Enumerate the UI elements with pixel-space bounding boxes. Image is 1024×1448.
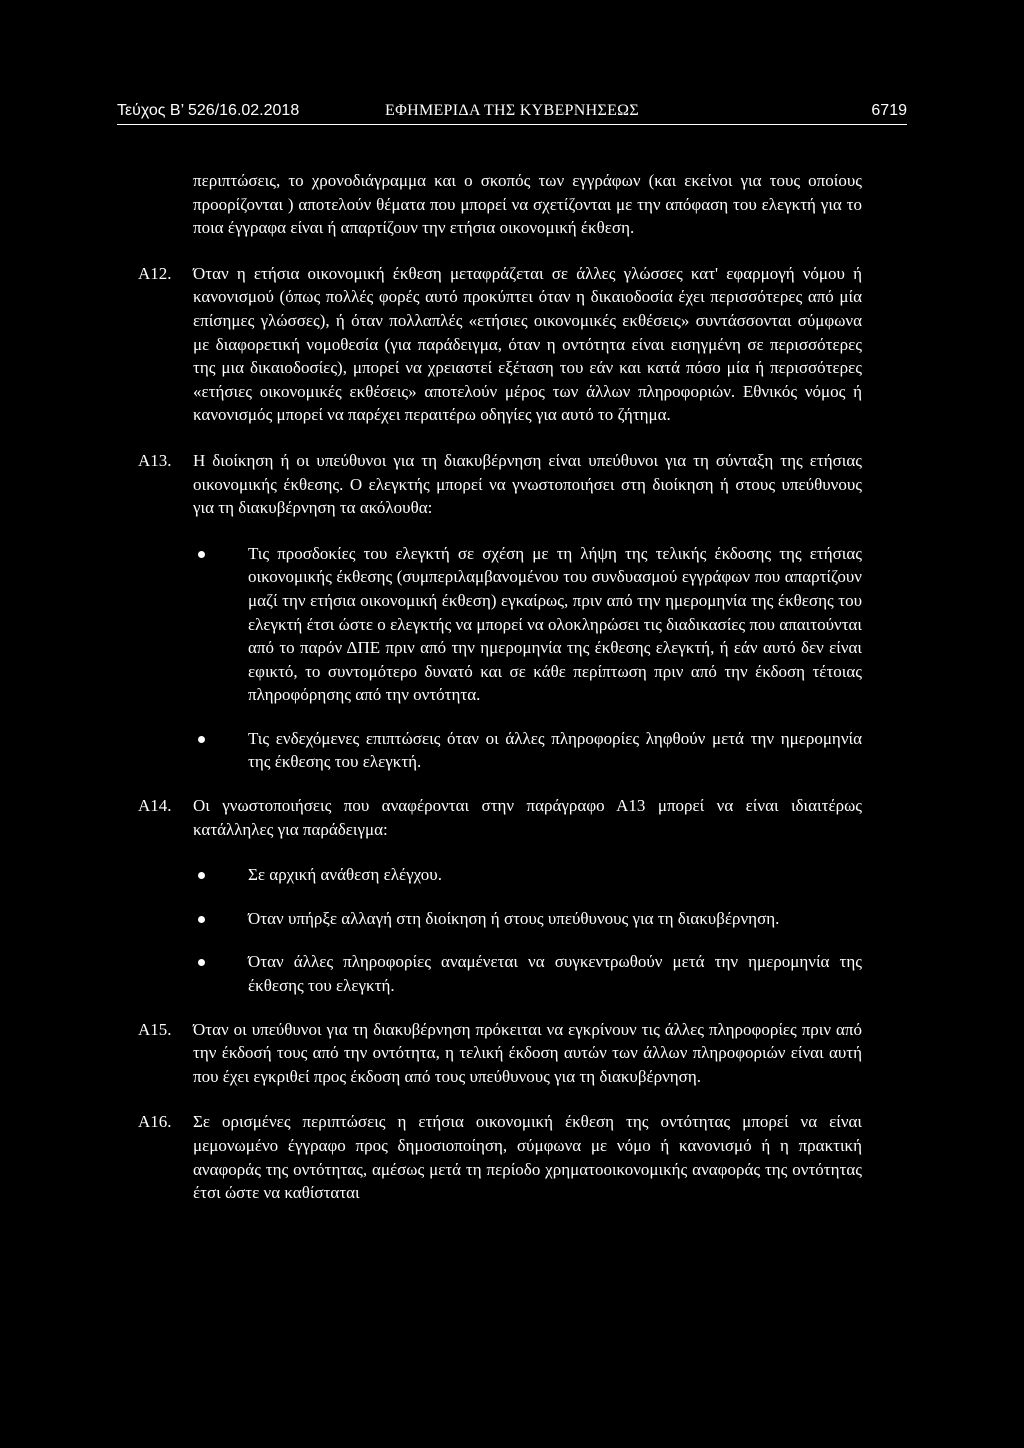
paragraph-a15 (138, 1018, 862, 1089)
paragraph-text: Οι γνωστοποιήσεις που αναφέρονται στην παράγραφο Α13 μπορεί να είναι ιδιαιτέρως κατάλληλες για παράδειγμα: (193, 796, 862, 839)
bullet-icon (198, 916, 205, 923)
list-item-text: Σε αρχική ανάθεση ελέγχου. (248, 865, 442, 885)
list-item-text: Τις προσδοκίες του ελεγκτή σε σχέση με τη λήψη της τελικής έκδοσης της ετήσιας οικονομικής έκθεσης (συμπεριλαμβανομένου του συνδυασμού εγγράφων που απαρτίζουν μαζί την ετήσια οικονομική έκθεση) εγκαίρως, πριν από την ημερομηνία της έκθεσης του ελεγκτή έτσι ώστε ο ελεγκτής να μπορεί να ολοκληρώσει τις διαδικασίες που απαιτούνται από το παρόν ΔΠΕ πριν από την ημερομηνία της έκθεσης ελεγκτή, ή εάν αυτό δεν είναι εφικτό, το συντομότερο δυνατό και σε κάθε περίπτωση πριν από την έκδοση τέτοιας πληροφόρησης από την οντότητα. (248, 543, 862, 705)
bullet-icon (198, 872, 205, 879)
paragraph-a14 (138, 794, 862, 841)
paragraph-text: Όταν οι υπεύθυνοι για τη διακυβέρνηση πρόκειται να εγκρίνουν τις άλλες πληροφορίες πριν από την έκδοσή τους από την οντότητα, η τελική έκδοση αυτών των άλλων πληροφοριών είναι αυτή που έχει εγκριθεί προς έκδοση από τους υπεύθυνους για τη διακυβέρνηση. (193, 1019, 862, 1086)
bullet-icon (198, 959, 205, 966)
paragraph-number: Α12. (138, 263, 172, 283)
bullet-list-a14 (138, 863, 862, 997)
list-item (138, 863, 862, 887)
issue-label: Τεύχος Β’ 526/16.02.2018 (117, 102, 300, 119)
gazette-title: ΕΦΗΜΕΡΙΔΑ ΤΗΣ ΚΥΒΕΡΝΗΣΕΩΣ (385, 102, 639, 119)
paragraph-number: Α14. (138, 796, 172, 816)
list-item (138, 950, 862, 997)
intro-paragraph: περιπτώσεις, το χρονοδιάγραμμα και ο σκοπός των εγγράφων (και εκείνοι για τους οποίους προορίζονται ) αποτελούν θέματα που μπορεί να σχετίζονται με την απόφαση του ελεγκτή για το ποια έγγραφα είναι ή απαρτίζουν την ετήσια οικονομική έκθεση. (193, 171, 862, 238)
paragraph-text: Σε ορισμένες περιπτώσεις η ετήσια οικονομική έκθεση της οντότητας μπορεί να είναι μεμονωμένο έγγραφο προς δημοσιοποίηση, σύμφωνα με νόμο ή κανονισμό ή η πρακτική αναφοράς της οντότητας, αμέσως μετά τη περίοδο χρηματοοικονομικής αναφοράς της οντότητας έτσι ώστε να καθίσταται (193, 1112, 862, 1203)
page-header (117, 98, 907, 125)
bullet-icon (198, 551, 205, 558)
bullet-icon (198, 736, 205, 743)
document-body (138, 169, 862, 1227)
list-item-text: Όταν υπήρξε αλλαγή στη διοίκηση ή στους υπεύθυνους για τη διακυβέρνηση. (248, 908, 780, 928)
list-item-text: Όταν άλλες πληροφορίες αναμένεται να συγκεντρωθούν μετά την ημερομηνία της έκθεσης του ελεγκτή. (248, 952, 862, 996)
paragraph-number: Α15. (138, 1019, 172, 1039)
paragraph-a16 (138, 1110, 862, 1204)
list-item (138, 542, 862, 707)
paragraph-text: Η διοίκηση ή οι υπεύθυνοι για τη διακυβέρνηση είναι υπεύθυνοι για τη σύνταξη της ετήσιας οικονομικής έκθεσης. Ο ελεγκτής μπορεί να γνωστοποιήσει στη διοίκηση ή στους υπεύθυνους για τη διακυβέρνηση τα ακόλουθα: (193, 450, 862, 518)
paragraph-a12 (138, 262, 862, 427)
page-number: 6719 (871, 102, 907, 119)
list-item (138, 907, 862, 931)
paragraph-a13 (138, 449, 862, 520)
paragraph-number: Α16. (138, 1112, 172, 1132)
paragraph-text: Όταν η ετήσια οικονομική έκθεση μεταφράζεται σε άλλες γλώσσες κατ' εφαρμογή νόμου ή κανονισμού (όπως πολλές φορές αυτό προκύπτει όταν η δικαιοδοσία έχει περισσότερες από μία επίσημες γλώσσες), ή όταν πολλαπλές «ετήσιες οικονομικές εκθέσεις» συντάσσονται σύμφωνα με διαφορετική νομοθεσία (για παράδειγμα, όταν η οντότητα είναι εισηγμένη σε περισσότερες της μια δικαιοδοσίες), μπορεί να χρειαστεί εξέταση του εάν και κατά πόσο μία ή περισσότερες «ετήσιες οικονομικές εκθέσεις» αποτελούν μέρος των άλλων πληροφοριών. Εθνικός νόμος ή κανονισμός μπορεί να παρέχει περαιτέρω οδηγίες για αυτό το ζήτημα. (193, 263, 862, 425)
paragraph-number: Α13. (138, 450, 172, 470)
list-item (138, 727, 862, 774)
list-item-text: Τις ενδεχόμενες επιπτώσεις όταν οι άλλες πληροφορίες ληφθούν μετά την ημερομηνία της έκθεσης του ελεγκτή. (248, 728, 862, 772)
bullet-list-a13 (138, 542, 862, 774)
